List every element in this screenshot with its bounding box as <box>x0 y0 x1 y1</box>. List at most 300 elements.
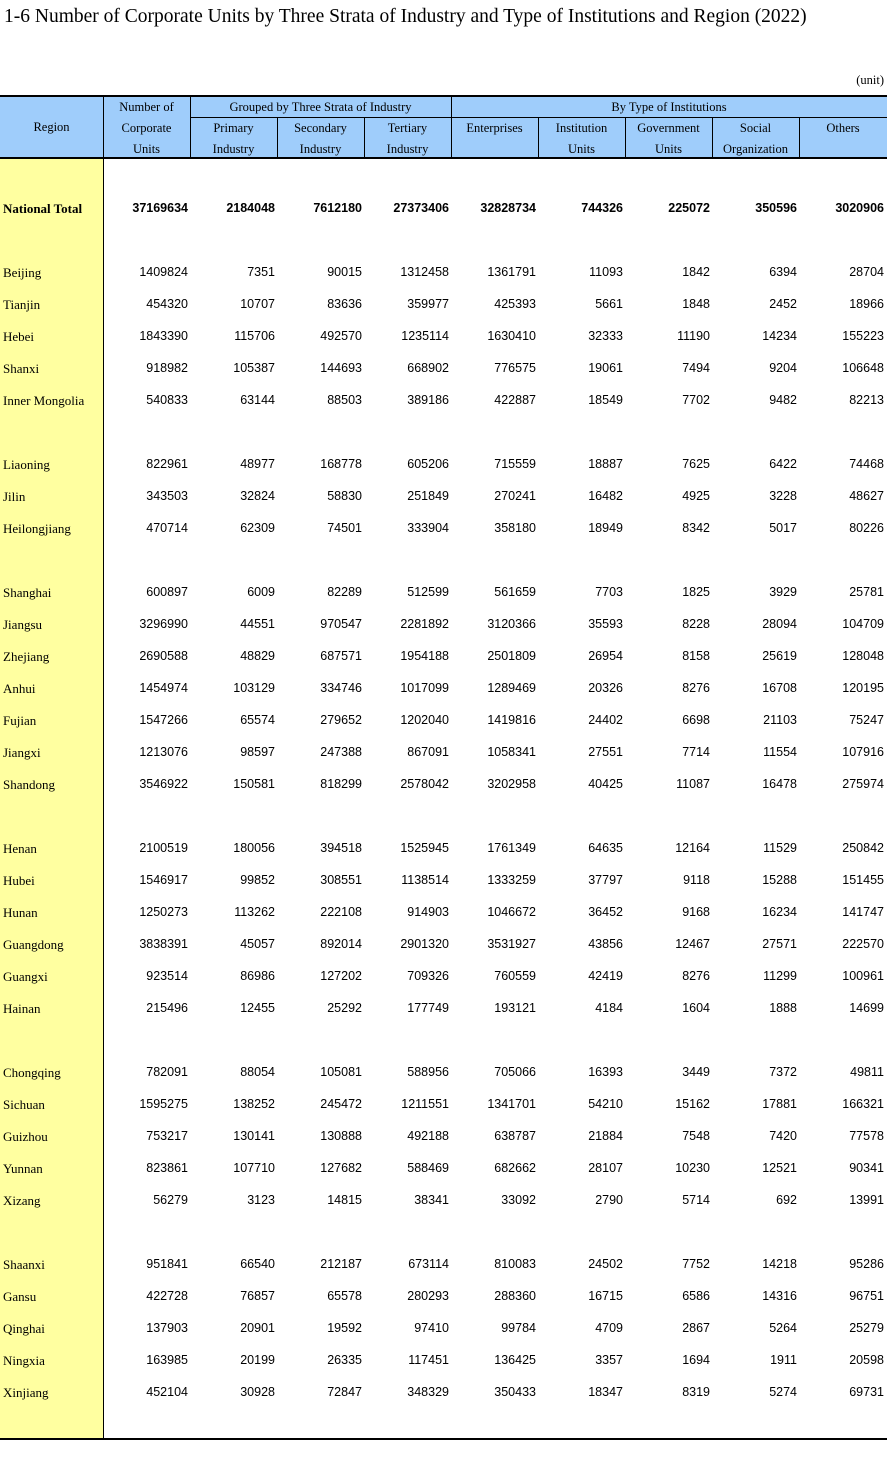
cell-secondary: 818299 <box>320 777 362 791</box>
cell-secondary: 83636 <box>327 297 362 311</box>
table-row <box>0 1383 887 1403</box>
cell-number: 37169634 <box>132 201 188 215</box>
cell-enterprises: 32828734 <box>480 201 536 215</box>
cell-secondary: 90015 <box>327 265 362 279</box>
cell-tertiary: 1017099 <box>400 681 449 695</box>
cell-primary: 20901 <box>240 1321 275 1335</box>
cell-primary: 76857 <box>240 1289 275 1303</box>
table-row <box>0 839 887 859</box>
cell-social: 16708 <box>762 681 797 695</box>
table-row <box>0 391 887 411</box>
cell-others: 82213 <box>849 393 884 407</box>
cell-others: 90341 <box>849 1161 884 1175</box>
cell-enterprises: 33092 <box>501 1193 536 1207</box>
header-region: Region <box>33 120 70 134</box>
cell-enterprises: 99784 <box>501 1321 536 1335</box>
table-row <box>0 455 887 475</box>
header-government-line2: Units <box>654 142 683 156</box>
cell-enterprises: 1630410 <box>487 329 536 343</box>
cell-social: 6394 <box>769 265 797 279</box>
cell-others: 250842 <box>842 841 884 855</box>
cell-others: 166321 <box>842 1097 884 1111</box>
cell-institution: 744326 <box>581 201 623 215</box>
region-name: Henan <box>3 841 37 856</box>
cell-enterprises: 810083 <box>494 1257 536 1271</box>
cell-others: 106648 <box>842 361 884 375</box>
cell-institution: 4709 <box>595 1321 623 1335</box>
cell-institution: 4184 <box>595 1001 623 1015</box>
table-row <box>0 487 887 507</box>
cell-institution: 5661 <box>595 297 623 311</box>
cell-others: 75247 <box>849 713 884 727</box>
cell-tertiary: 512599 <box>407 585 449 599</box>
cell-secondary: 58830 <box>327 489 362 503</box>
cell-institution: 54210 <box>588 1097 623 1111</box>
cell-tertiary: 97410 <box>414 1321 449 1335</box>
cell-tertiary: 389186 <box>407 393 449 407</box>
cell-enterprises: 760559 <box>494 969 536 983</box>
cell-secondary: 127202 <box>320 969 362 983</box>
cell-government: 4925 <box>682 489 710 503</box>
cell-enterprises: 1361791 <box>487 265 536 279</box>
cell-institution: 16482 <box>588 489 623 503</box>
cell-institution: 18549 <box>588 393 623 407</box>
cell-others: 155223 <box>842 329 884 343</box>
cell-number: 600897 <box>146 585 188 599</box>
cell-primary: 138252 <box>233 1097 275 1111</box>
cell-enterprises: 288360 <box>494 1289 536 1303</box>
region-name: Shanxi <box>3 361 40 376</box>
cell-tertiary: 1954188 <box>400 649 449 663</box>
cell-enterprises: 358180 <box>494 521 536 535</box>
cell-institution: 16393 <box>588 1065 623 1079</box>
cell-social: 14218 <box>762 1257 797 1271</box>
cell-number: 823861 <box>146 1161 188 1175</box>
cell-secondary: 19592 <box>327 1321 362 1335</box>
cell-social: 21103 <box>763 713 797 727</box>
cell-institution: 27551 <box>588 745 623 759</box>
region-name: Anhui <box>3 681 36 696</box>
table-row <box>0 327 887 347</box>
region-name: Xizang <box>3 1193 41 1208</box>
region-name: Shanghai <box>3 585 52 600</box>
cell-secondary: 25292 <box>327 1001 362 1015</box>
cell-enterprises: 1761349 <box>487 841 536 855</box>
header-group-three-strata: Grouped by Three Strata of Industry <box>229 100 412 114</box>
cell-number: 3546922 <box>139 777 188 791</box>
table-row <box>0 679 887 699</box>
cell-enterprises: 561659 <box>494 585 536 599</box>
cell-institution: 26954 <box>588 649 623 663</box>
cell-number: 2690588 <box>139 649 188 663</box>
cell-social: 9204 <box>769 361 797 375</box>
cell-others: 107916 <box>842 745 884 759</box>
cell-enterprises: 136425 <box>494 1353 536 1367</box>
cell-social: 1888 <box>769 1001 797 1015</box>
cell-primary: 10707 <box>240 297 275 311</box>
table-row <box>0 615 887 635</box>
region-name: Ningxia <box>3 1353 45 1368</box>
cell-enterprises: 3202958 <box>487 777 536 791</box>
cell-institution: 24402 <box>588 713 623 727</box>
cell-tertiary: 177749 <box>407 1001 449 1015</box>
cell-tertiary: 27373406 <box>393 201 449 215</box>
cell-social: 9482 <box>769 393 797 407</box>
cell-primary: 105387 <box>233 361 275 375</box>
table-row <box>0 295 887 315</box>
region-name: Hainan <box>3 1001 41 1016</box>
cell-others: 141747 <box>842 905 884 919</box>
header-institution-line2: Units <box>567 142 596 156</box>
cell-tertiary: 709326 <box>407 969 449 983</box>
table-row <box>0 583 887 603</box>
region-name: Heilongjiang <box>3 521 71 536</box>
cell-social: 17881 <box>762 1097 797 1111</box>
cell-others: 275974 <box>842 777 884 791</box>
cell-social: 25619 <box>762 649 797 663</box>
cell-tertiary: 1235114 <box>401 329 449 343</box>
cell-institution: 20326 <box>588 681 623 695</box>
cell-others: 95286 <box>849 1257 884 1271</box>
cell-primary: 88054 <box>240 1065 275 1079</box>
header-enterprises: Enterprises <box>466 121 523 135</box>
cell-government: 8342 <box>682 521 710 535</box>
cell-tertiary: 867091 <box>407 745 449 759</box>
cell-primary: 130141 <box>233 1129 275 1143</box>
cell-tertiary: 1312458 <box>400 265 449 279</box>
region-name: National Total <box>3 201 83 216</box>
table-row <box>0 1191 887 1211</box>
cell-secondary: 394518 <box>320 841 362 855</box>
table-row <box>0 935 887 955</box>
cell-others: 49811 <box>850 1065 884 1079</box>
cell-tertiary: 588956 <box>407 1065 449 1079</box>
cell-number: 2100519 <box>139 841 188 855</box>
cell-secondary: 222108 <box>320 905 362 919</box>
cell-enterprises: 715559 <box>494 457 536 471</box>
cell-enterprises: 1333259 <box>487 873 536 887</box>
region-name: Guangxi <box>3 969 48 984</box>
cell-others: 25279 <box>849 1321 884 1335</box>
cell-number: 215496 <box>146 1001 188 1015</box>
header-number-line1: Number of <box>119 100 174 114</box>
cell-primary: 44551 <box>240 617 275 631</box>
cell-others: 80226 <box>849 521 884 535</box>
cell-government: 1694 <box>682 1353 710 1367</box>
region-name: Yunnan <box>3 1161 43 1176</box>
cell-number: 1843390 <box>139 329 188 343</box>
cell-secondary: 7612180 <box>313 201 362 215</box>
cell-number: 56279 <box>153 1193 188 1207</box>
table-bottom-border <box>0 1438 887 1440</box>
cell-social: 7420 <box>769 1129 797 1143</box>
cell-government: 7714 <box>682 745 710 759</box>
region-name: Shandong <box>3 777 55 792</box>
cell-number: 343503 <box>146 489 188 503</box>
cell-primary: 66540 <box>240 1257 275 1271</box>
cell-enterprises: 705066 <box>494 1065 536 1079</box>
cell-secondary: 279652 <box>320 713 362 727</box>
table-row <box>0 263 887 283</box>
cell-tertiary: 280293 <box>407 1289 449 1303</box>
cell-others: 18966 <box>849 297 884 311</box>
cell-primary: 63144 <box>240 393 275 407</box>
cell-enterprises: 1046672 <box>487 905 536 919</box>
cell-government: 12467 <box>675 937 710 951</box>
cell-primary: 99852 <box>240 873 275 887</box>
cell-others: 151455 <box>842 873 884 887</box>
cell-social: 14316 <box>762 1289 797 1303</box>
cell-secondary: 687571 <box>320 649 362 663</box>
cell-others: 74468 <box>849 457 884 471</box>
table-header <box>0 95 887 159</box>
cell-primary: 48829 <box>240 649 275 663</box>
region-name: Chongqing <box>3 1065 61 1080</box>
cell-others: 100961 <box>842 969 884 983</box>
region-name: Beijing <box>3 265 42 280</box>
table-row <box>0 359 887 379</box>
cell-number: 782091 <box>146 1065 188 1079</box>
cell-others: 128048 <box>842 649 884 663</box>
cell-primary: 32824 <box>240 489 275 503</box>
cell-institution: 40425 <box>588 777 623 791</box>
cell-social: 15288 <box>762 873 797 887</box>
cell-number: 3838391 <box>139 937 188 951</box>
cell-government: 7494 <box>682 361 710 375</box>
cell-enterprises: 425393 <box>494 297 536 311</box>
cell-government: 12164 <box>675 841 710 855</box>
region-name: Sichuan <box>3 1097 45 1112</box>
cell-tertiary: 1525945 <box>400 841 449 855</box>
cell-tertiary: 668902 <box>407 361 449 375</box>
cell-number: 1454974 <box>139 681 188 695</box>
cell-primary: 62309 <box>240 521 275 535</box>
cell-social: 6422 <box>769 457 797 471</box>
cell-government: 8276 <box>682 681 710 695</box>
header-tertiary-line1: Tertiary <box>387 121 428 135</box>
table-row <box>0 1063 887 1083</box>
table-row <box>0 1351 887 1371</box>
header-others: Others <box>826 121 860 135</box>
cell-enterprises: 350433 <box>494 1385 536 1399</box>
cell-institution: 11093 <box>589 265 623 279</box>
header-number-line2: Corporate <box>121 121 172 135</box>
cell-tertiary: 605206 <box>407 457 449 471</box>
region-name: Inner Mongolia <box>3 393 85 408</box>
cell-government: 1848 <box>682 297 710 311</box>
cell-primary: 103129 <box>233 681 275 695</box>
cell-enterprises: 638787 <box>494 1129 536 1143</box>
cell-tertiary: 492188 <box>407 1129 449 1143</box>
table-row <box>0 1255 887 1275</box>
cell-social: 28094 <box>762 617 797 631</box>
region-name: Gansu <box>3 1289 37 1304</box>
cell-enterprises: 1419816 <box>487 713 536 727</box>
cell-others: 28704 <box>849 265 884 279</box>
cell-institution: 37797 <box>588 873 623 887</box>
cell-government: 2867 <box>682 1321 710 1335</box>
cell-enterprises: 270241 <box>494 489 536 503</box>
cell-institution: 18949 <box>588 521 623 535</box>
region-name: Zhejiang <box>3 649 50 664</box>
cell-government: 6586 <box>682 1289 710 1303</box>
cell-number: 822961 <box>146 457 188 471</box>
region-name: Shaanxi <box>3 1257 45 1272</box>
cell-others: 69731 <box>849 1385 884 1399</box>
table-row <box>0 743 887 763</box>
cell-secondary: 14815 <box>327 1193 362 1207</box>
cell-others: 25781 <box>849 585 884 599</box>
cell-primary: 7351 <box>247 265 275 279</box>
cell-social: 5264 <box>769 1321 797 1335</box>
table-row <box>0 1319 887 1339</box>
cell-primary: 12455 <box>240 1001 275 1015</box>
cell-tertiary: 588469 <box>407 1161 449 1175</box>
cell-tertiary: 348329 <box>407 1385 449 1399</box>
cell-primary: 107710 <box>233 1161 275 1175</box>
cell-primary: 30928 <box>240 1385 275 1399</box>
cell-number: 923514 <box>146 969 188 983</box>
cell-primary: 6009 <box>247 585 275 599</box>
table-row <box>0 967 887 987</box>
region-name: Hubei <box>3 873 35 888</box>
cell-social: 14234 <box>762 329 797 343</box>
cell-government: 9168 <box>682 905 710 919</box>
cell-institution: 3357 <box>595 1353 623 1367</box>
cell-institution: 35593 <box>588 617 623 631</box>
table-row <box>0 999 887 1019</box>
cell-tertiary: 251849 <box>407 489 449 503</box>
cell-secondary: 308551 <box>320 873 362 887</box>
cell-government: 1825 <box>682 585 710 599</box>
cell-secondary: 247388 <box>320 745 362 759</box>
cell-secondary: 74501 <box>327 521 362 535</box>
region-name: Tianjin <box>3 297 41 312</box>
cell-secondary: 212187 <box>320 1257 362 1271</box>
cell-tertiary: 1211551 <box>401 1097 449 1111</box>
cell-government: 9118 <box>683 873 710 887</box>
header-primary-line2: Industry <box>212 142 255 156</box>
cell-tertiary: 673114 <box>408 1257 449 1271</box>
cell-social: 11529 <box>763 841 797 855</box>
cell-number: 454320 <box>146 297 188 311</box>
cell-secondary: 168778 <box>320 457 362 471</box>
cell-number: 1213076 <box>139 745 188 759</box>
cell-enterprises: 1289469 <box>487 681 536 695</box>
cell-secondary: 105081 <box>320 1065 362 1079</box>
cell-primary: 113262 <box>234 905 275 919</box>
table-row <box>0 711 887 731</box>
cell-primary: 48977 <box>240 457 275 471</box>
cell-government: 1842 <box>682 265 710 279</box>
cell-primary: 98597 <box>240 745 275 759</box>
cell-government: 225072 <box>668 201 710 215</box>
cell-government: 5714 <box>682 1193 710 1207</box>
cell-number: 163985 <box>146 1353 188 1367</box>
cell-institution: 2790 <box>595 1193 623 1207</box>
cell-secondary: 970547 <box>320 617 362 631</box>
cell-primary: 65574 <box>240 713 275 727</box>
region-name: Qinghai <box>3 1321 45 1336</box>
cell-secondary: 245472 <box>320 1097 362 1111</box>
cell-government: 1604 <box>682 1001 710 1015</box>
header-group-institutions: By Type of Institutions <box>611 100 727 114</box>
unit-label: (unit) <box>856 73 884 87</box>
header-social-line2: Organization <box>722 142 789 156</box>
cell-others: 77578 <box>849 1129 884 1143</box>
cell-number: 753217 <box>146 1129 188 1143</box>
cell-enterprises: 1341701 <box>487 1097 536 1111</box>
cell-tertiary: 333904 <box>407 521 449 535</box>
cell-institution: 42419 <box>588 969 623 983</box>
cell-social: 1911 <box>770 1353 797 1367</box>
header-secondary-line2: Industry <box>299 142 342 156</box>
cell-primary: 150581 <box>233 777 275 791</box>
cell-others: 96751 <box>849 1289 884 1303</box>
table-row <box>0 519 887 539</box>
cell-number: 1250273 <box>139 905 188 919</box>
cell-institution: 18887 <box>588 457 623 471</box>
cell-tertiary: 2578042 <box>400 777 449 791</box>
cell-tertiary: 117451 <box>408 1353 449 1367</box>
cell-others: 104709 <box>842 617 884 631</box>
header-social-line1: Social <box>739 121 772 135</box>
cell-institution: 16715 <box>588 1289 623 1303</box>
cell-social: 11554 <box>763 745 797 759</box>
cell-government: 7625 <box>682 457 710 471</box>
cell-enterprises: 193121 <box>494 1001 536 1015</box>
cell-social: 3929 <box>769 585 797 599</box>
cell-tertiary: 914903 <box>407 905 449 919</box>
cell-government: 15162 <box>675 1097 710 1111</box>
cell-government: 6698 <box>682 713 710 727</box>
header-tertiary-line2: Industry <box>386 142 429 156</box>
table-row <box>0 871 887 891</box>
table-row <box>0 1095 887 1115</box>
cell-primary: 86986 <box>240 969 275 983</box>
header-institution-line1: Institution <box>555 121 608 135</box>
cell-others: 120195 <box>842 681 884 695</box>
region-column-background <box>0 159 103 1439</box>
cell-institution: 18347 <box>588 1385 623 1399</box>
cell-secondary: 72847 <box>327 1385 362 1399</box>
table-row <box>0 903 887 923</box>
cell-others: 13991 <box>849 1193 884 1207</box>
cell-tertiary: 2281892 <box>400 617 449 631</box>
cell-social: 5274 <box>769 1385 797 1399</box>
cell-social: 12521 <box>762 1161 797 1175</box>
cell-government: 8276 <box>682 969 710 983</box>
cell-number: 1547266 <box>139 713 188 727</box>
table-row <box>0 775 887 795</box>
cell-tertiary: 1138514 <box>401 873 449 887</box>
cell-institution: 28107 <box>588 1161 623 1175</box>
cell-institution: 43856 <box>588 937 623 951</box>
cell-government: 3449 <box>682 1065 710 1079</box>
cell-tertiary: 38341 <box>414 1193 449 1207</box>
cell-secondary: 144693 <box>320 361 362 375</box>
cell-number: 951841 <box>146 1257 188 1271</box>
cell-secondary: 88503 <box>327 393 362 407</box>
region-name: Fujian <box>3 713 37 728</box>
cell-enterprises: 776575 <box>494 361 536 375</box>
cell-government: 10230 <box>675 1161 710 1175</box>
region-name: Hunan <box>3 905 38 920</box>
table-row <box>0 1287 887 1307</box>
cell-institution: 19061 <box>588 361 623 375</box>
cell-social: 350596 <box>755 201 797 215</box>
cell-government: 7548 <box>682 1129 710 1143</box>
